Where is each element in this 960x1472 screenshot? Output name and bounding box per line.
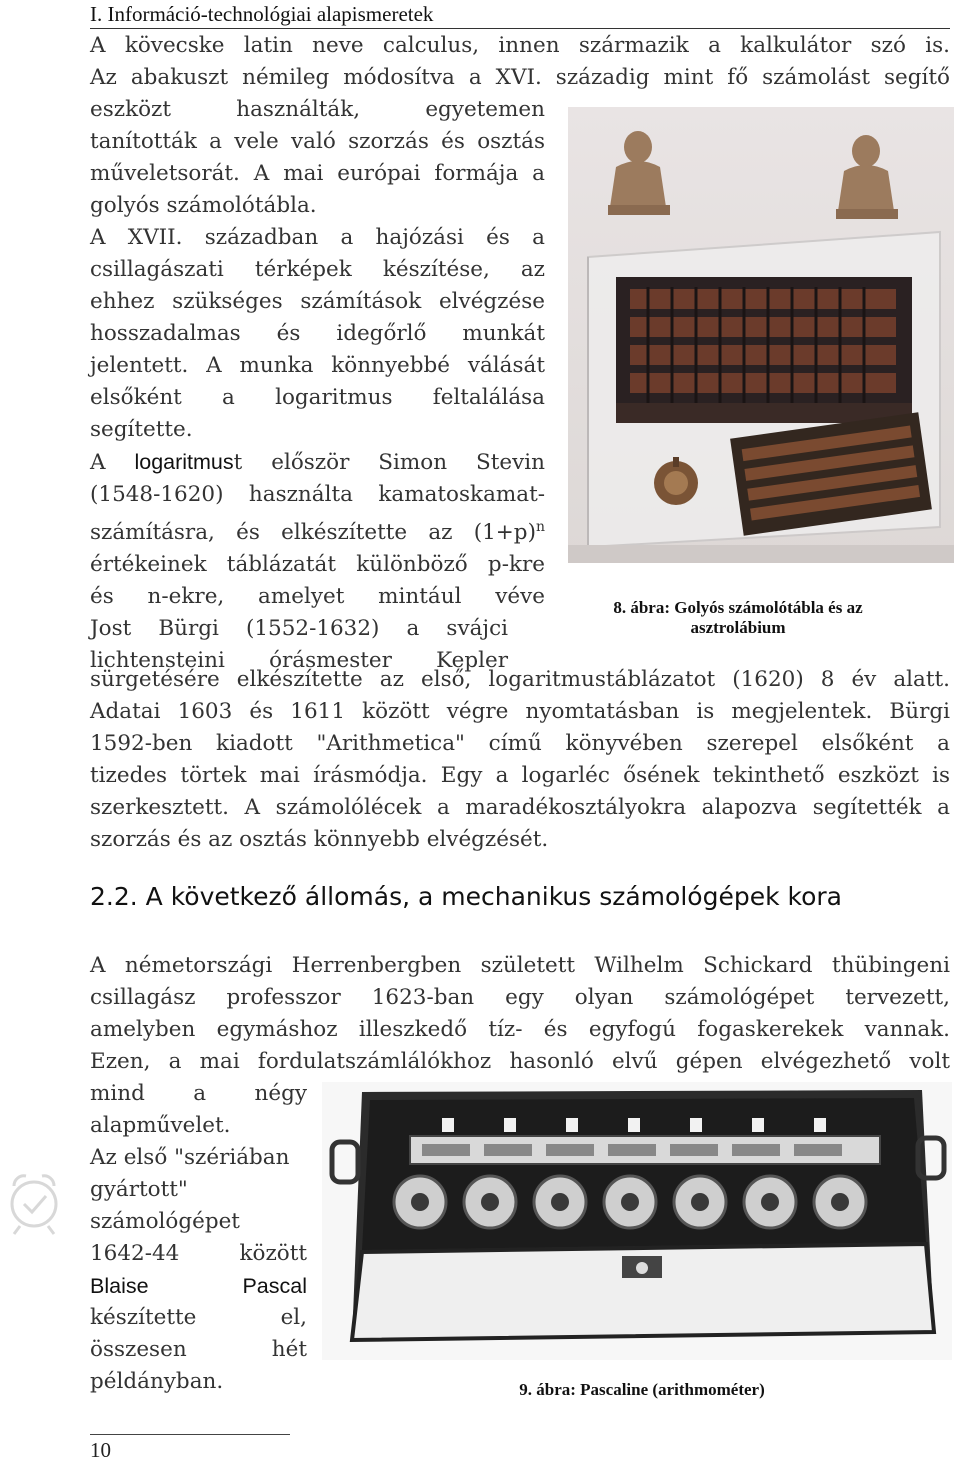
text-line: műveletsorát. A mai európai formája a [90, 161, 545, 186]
text-line: jelentett. A munka könnyebbé válását [90, 353, 545, 378]
text-line: (1548-1620) használta kamatoskamat- [90, 482, 545, 507]
figure-9-caption: 9. ábra: Pascaline (arithmométer) [519, 1380, 765, 1399]
paragraph-abacus [90, 94, 545, 446]
text-line: elsőként a logaritmus feltalálása [90, 385, 545, 410]
header-title: I. Információ-technológiai alapismeretek [90, 2, 434, 26]
text-line: példányban. [90, 1369, 224, 1394]
text-line: számológépet [90, 1209, 240, 1234]
text-line: Adatai 1603 és 1611 között végre nyomtatásban is megjelentek. Bürgi [90, 699, 950, 724]
figure-8-caption: 8. ábra: Golyós számolótábla és az asztrolábium [613, 598, 863, 637]
text-line: A logaritmust először Simon Stevin [90, 450, 545, 475]
text-line: golyós számolótábla. [90, 193, 317, 218]
text-line: készítette el, [90, 1305, 307, 1330]
text-line: mind a négy [90, 1081, 307, 1106]
alarm-clock-icon [2, 1160, 66, 1240]
text-line: csillagászati térképek készítése, az [90, 257, 545, 282]
figure-9-photo [322, 1082, 952, 1360]
abacus-display-image [568, 107, 954, 563]
text-line: eszközt használták, egyetemen [90, 97, 545, 122]
page-header [90, 2, 950, 29]
text-line: tanították a vele való szorzás és osztás [90, 129, 545, 154]
text-line: segítette. [90, 417, 193, 442]
text-line: alapművelet. [90, 1113, 231, 1138]
text-line: tizedes törtek mai írásmódja. Egy a logarléc ősének tekinthető eszközt is [90, 763, 950, 788]
text-line: A kövecske latin neve calculus, innen származik a kalkulátor szó is. [90, 33, 950, 58]
text-line: összesen hét [90, 1337, 307, 1362]
pascaline-image [322, 1082, 952, 1360]
paragraph-schickard [90, 950, 950, 1078]
text-line: 1592-ben kiadott "Arithmetica" című könyvében szerepel elsőként a [90, 731, 950, 756]
text-line: és n-ekre, amelyet mintául véve [90, 584, 545, 610]
text-line: Az első "szériában [90, 1145, 290, 1170]
text-line: Jost Bürgi (1552-1632) a svájci [90, 616, 508, 642]
text-line: szorzás és az osztás könnyebb elvégzését. [90, 827, 549, 852]
figure-8-photo [568, 107, 954, 563]
text-line: amelyben egymáshoz illeszkedő tíz- és egyfogú fogaskerekek vannak. [90, 1017, 950, 1042]
text-line: értékeinek táblázatát különböző p-kre [90, 552, 545, 578]
text-line: 1642-44 között [90, 1241, 307, 1266]
name-blaise-pascal: Blaise Pascal [90, 1274, 307, 1298]
term-logarithm: logaritmus [134, 450, 234, 474]
text-line: számításra, és elkészítette az $(1+p)^n$ [90, 519, 545, 546]
paragraph-burgi [90, 664, 950, 856]
paragraph-calculus [90, 30, 950, 94]
text-line: A XVII. században a hajózási és a [90, 225, 545, 250]
text-line: sürgetésére elkészítette az első, logaritmustáblázatot (1620) 8 év alatt. [90, 667, 950, 692]
page-number: 10 [90, 1438, 111, 1462]
paragraph-logarithm [90, 446, 545, 677]
text-line: A németországi Herrenbergben született Wilhelm Schickard thübingeni [90, 953, 950, 978]
text-line: hosszadalmas és idegőrlő munkát [90, 321, 545, 346]
text-line: ehhez szükséges számítások elvégzése [90, 289, 545, 314]
text-line: Ezen, a mai fordulatszámlálókhoz hasonló elvű gépen elvégezhető volt [90, 1049, 950, 1074]
text-line: gyártott" [90, 1177, 188, 1202]
footer-divider [90, 1434, 290, 1435]
section-heading: 2.2. A következő állomás, a mechanikus számológépek kora [90, 882, 842, 911]
alarm-clock-icon [2, 1160, 66, 1240]
text-line: lichtensteini órásmester Kepler [90, 648, 508, 674]
text-line: szerkesztett. A számolólécek a maradékosztályokra alapozva segítették a [90, 795, 950, 820]
paragraph-pascal [90, 1078, 307, 1398]
text-line: Az abakuszt némileg módosítva a XVI. századig mint fő számolást segítő [90, 65, 950, 90]
text-line: csillagász professzor 1623-ban egy olyan számológépet tervezett, [90, 985, 950, 1010]
